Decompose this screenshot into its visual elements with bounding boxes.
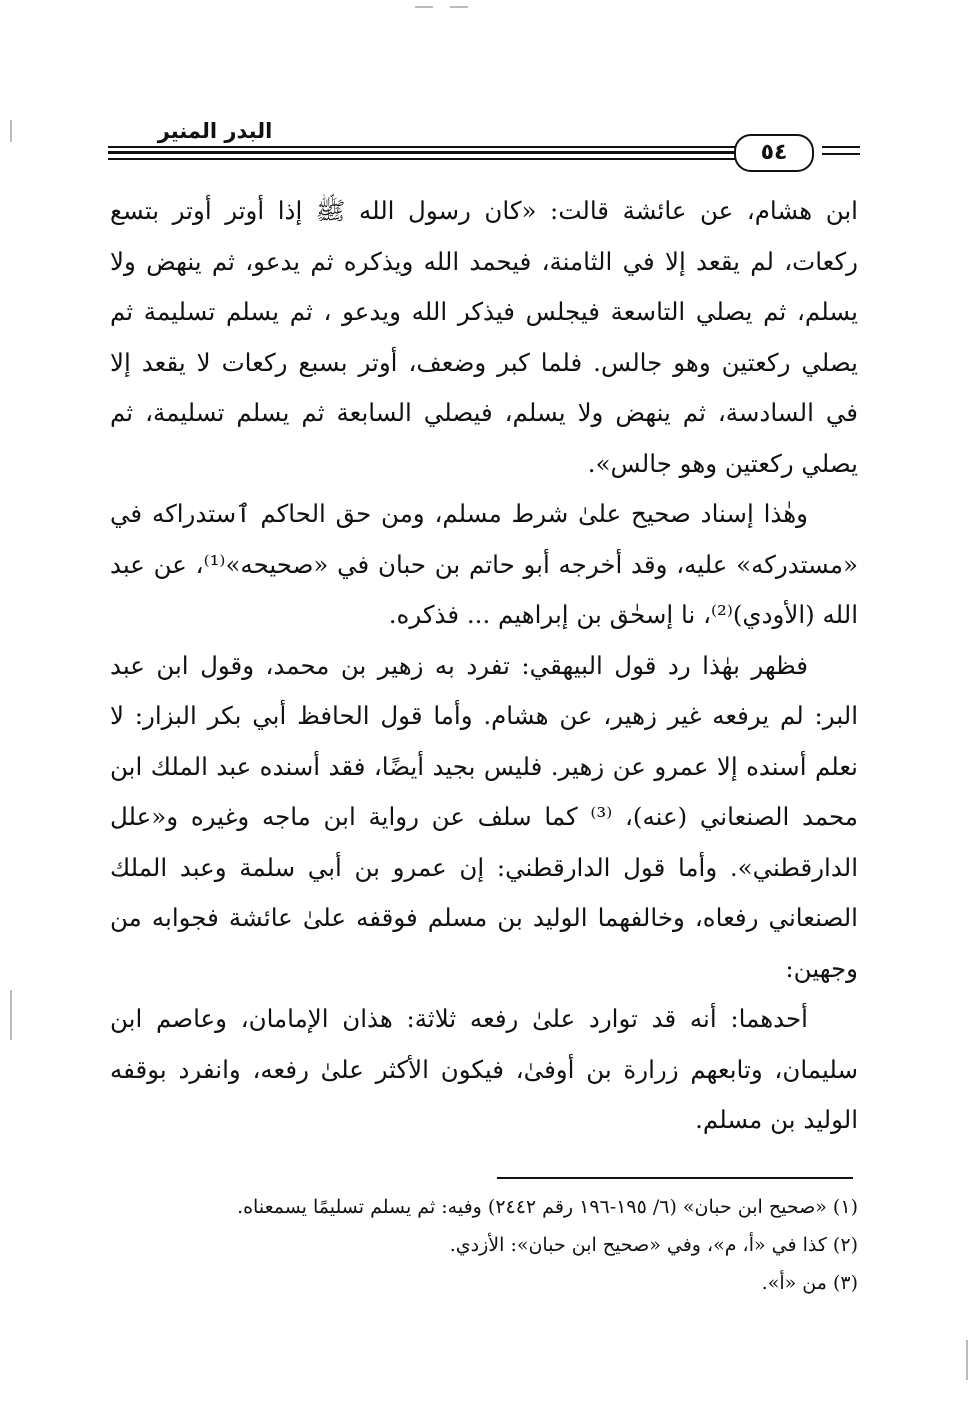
footnotes xyxy=(110,1188,858,1302)
footnote-separator xyxy=(497,1177,853,1179)
scan-mark xyxy=(966,1340,968,1380)
paragraph: فظهر بهٰذا رد قول البيهقي: تفرد به زهير بن محمد، وقول ابن عبد البر: لم يرفعه غير زهير، عن هشام. وأما قول الحافظ أبي بكر البزار: لا نعلم أسنده إلا عمرو عن زهير. فليس بجيد أيضًا، فقد أسنده عبد الملك ابن محمد الصنعاني (عنه)، ⁽³⁾ كما سلف عن رواية ابن ماجه وغيره و«علل الدارقطني». وأما قول الدارقطني: إن عمرو بن أبي سلمة وعبد الملك الصنعاني رفعاه، وخالفهما الوليد بن مسلم فوقفه علىٰ عائشة فجوابه من وجهين: xyxy=(110,650,858,983)
main-text xyxy=(110,186,858,1146)
footnote: (٣) من «أ». xyxy=(761,1272,858,1294)
scan-mark xyxy=(10,120,12,142)
footnote: (٢) كذا في «أ، م»، وفي «صحيح ابن حبان»: الأزدي. xyxy=(449,1234,858,1256)
page-header xyxy=(108,118,860,168)
scan-mark xyxy=(450,6,468,8)
running-title: البدر المنير xyxy=(157,119,273,143)
header-rule-middle xyxy=(108,151,748,154)
paragraph: ابن هشام، عن عائشة قالت: «كان رسول الله ﷺ إذا أوتر أوتر بتسع ركعات، لم يقعد إلا في الثامنة، فيحمد الله ويذكره ثم يدعو، ثم ينهض ولا يسلم، ثم يصلي التاسعة فيجلس فيذكر الله ويدعو ، ثم يسلم تسليمة ثم يصلي ركعتين وهو جالس. فلما كبر وضعف، أوتر بسبع ركعات لا يقعد إلا في السادسة، ثم ينهض ولا يسلم، فيصلي السابعة ثم يسلم تسليمة، ثم يصلي ركعتين وهو جالس». xyxy=(110,196,858,478)
header-rule-bottom xyxy=(108,158,748,160)
header-rule-top xyxy=(108,146,748,148)
scan-mark xyxy=(10,990,12,1040)
footnote: (١) «صحيح ابن حبان» (٦/ ١٩٥-١٩٦ رقم ٢٤٤٢) وفيه: ثم يسلم تسليمًا يسمعناه. xyxy=(237,1196,858,1218)
header-rule-right xyxy=(822,153,860,155)
paragraph: أحدهما: أنه قد توارد علىٰ رفعه ثلاثة: هذان الإمامان، وعاصم ابن سليمان، وتابعهم زرارة بن أوفىٰ، فيكون الأكثر علىٰ رفعه، وانفرد بوقفه الوليد بن مسلم. xyxy=(110,1004,858,1134)
page-number: ٥٤ xyxy=(734,134,814,172)
header-rule-right xyxy=(822,146,860,148)
scan-mark xyxy=(415,6,433,8)
paragraph: وهٰذا إسناد صحيح علىٰ شرط مسلم، ومن حق الحاكم ٱستدراكه في «مستدركه» عليه، وقد أخرجه أبو حاتم بن حبان في «صحيحه»⁽¹⁾، عن عبد الله (الأودي)⁽²⁾، نا إسحٰق بن إبراهيم ... فذكره. xyxy=(110,499,858,629)
